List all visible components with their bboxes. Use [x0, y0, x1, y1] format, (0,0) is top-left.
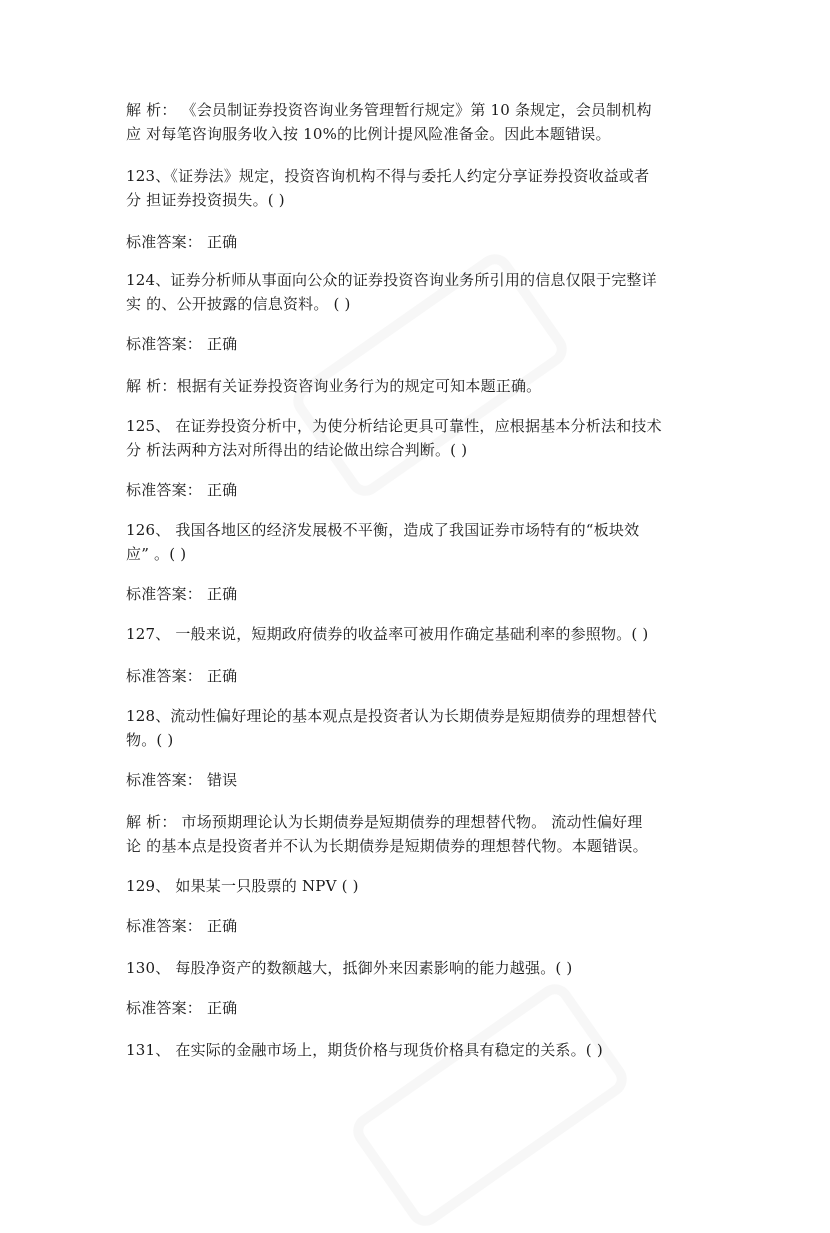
question-text: 应” 。( ) [126, 545, 187, 563]
question-text: 128、流动性偏好理论的基本观点是投资者认为长期债券是短期债券的理想替代 [126, 707, 657, 725]
answer-line: 标准答案： 正确 [126, 667, 238, 685]
explanation-line: 解 析： 市场预期理论认为长期债券是短期债券的理想替代物。 流动性偏好理 [126, 813, 643, 831]
answer-line: 标准答案： 错误 [126, 771, 238, 789]
question-text: 物。( ) [126, 731, 174, 749]
question-text: 分 担证券投资损失。( ) [126, 191, 285, 209]
explanation-line: 解 析：根据有关证券投资咨询业务行为的规定可知本题正确。 [126, 377, 542, 395]
answer-line: 标准答案： 正确 [126, 917, 238, 935]
answer-line: 标准答案： 正确 [126, 999, 238, 1017]
question-text: 124、证券分析师从事面向公众的证券投资咨询业务所引用的信息仅限于完整详 [126, 271, 657, 289]
text-line: 解 析： 《会员制证券投资咨询业务管理暂行规定》第 10 条规定，会员制机构 [126, 101, 652, 119]
question-text: 实 的、公开披露的信息资料。 ( ) [126, 295, 351, 313]
question-text: 126、 我国各地区的经济发展极不平衡，造成了我国证券市场特有的“板块效 [126, 521, 640, 539]
question-text: 125、 在证券投资分析中，为使分析结论更具可靠性，应根据基本分析法和技术 [126, 417, 662, 435]
question-text: 127、 一般来说，短期政府债券的收益率可被用作确定基础利率的参照物。( ) [126, 625, 649, 643]
answer-line: 标准答案： 正确 [126, 233, 238, 251]
question-text: 131、 在实际的金融市场上，期货价格与现货价格具有稳定的关系。( ) [126, 1041, 603, 1059]
question-text: 123、《证券法》规定，投资咨询机构不得与委托人约定分享证券投资收益或者 [126, 167, 650, 185]
answer-line: 标准答案： 正确 [126, 335, 238, 353]
answer-line: 标准答案： 正确 [126, 481, 238, 499]
question-text: 129、 如果某一只股票的 NPV ( ) [126, 877, 359, 895]
text-line: 应 对每笔咨询服务收入按 10%的比例计提风险准备金。因此本题错误。 [126, 125, 611, 143]
question-text: 分 析法两种方法对所得出的结论做出综合判断。( ) [126, 441, 468, 459]
answer-line: 标准答案： 正确 [126, 585, 238, 603]
question-text: 130、 每股净资产的数额越大，抵御外来因素影响的能力越强。( ) [126, 959, 573, 977]
explanation-line: 论 的基本点是投资者并不认为长期债券是短期债券的理想替代物。本题错误。 [126, 837, 648, 855]
